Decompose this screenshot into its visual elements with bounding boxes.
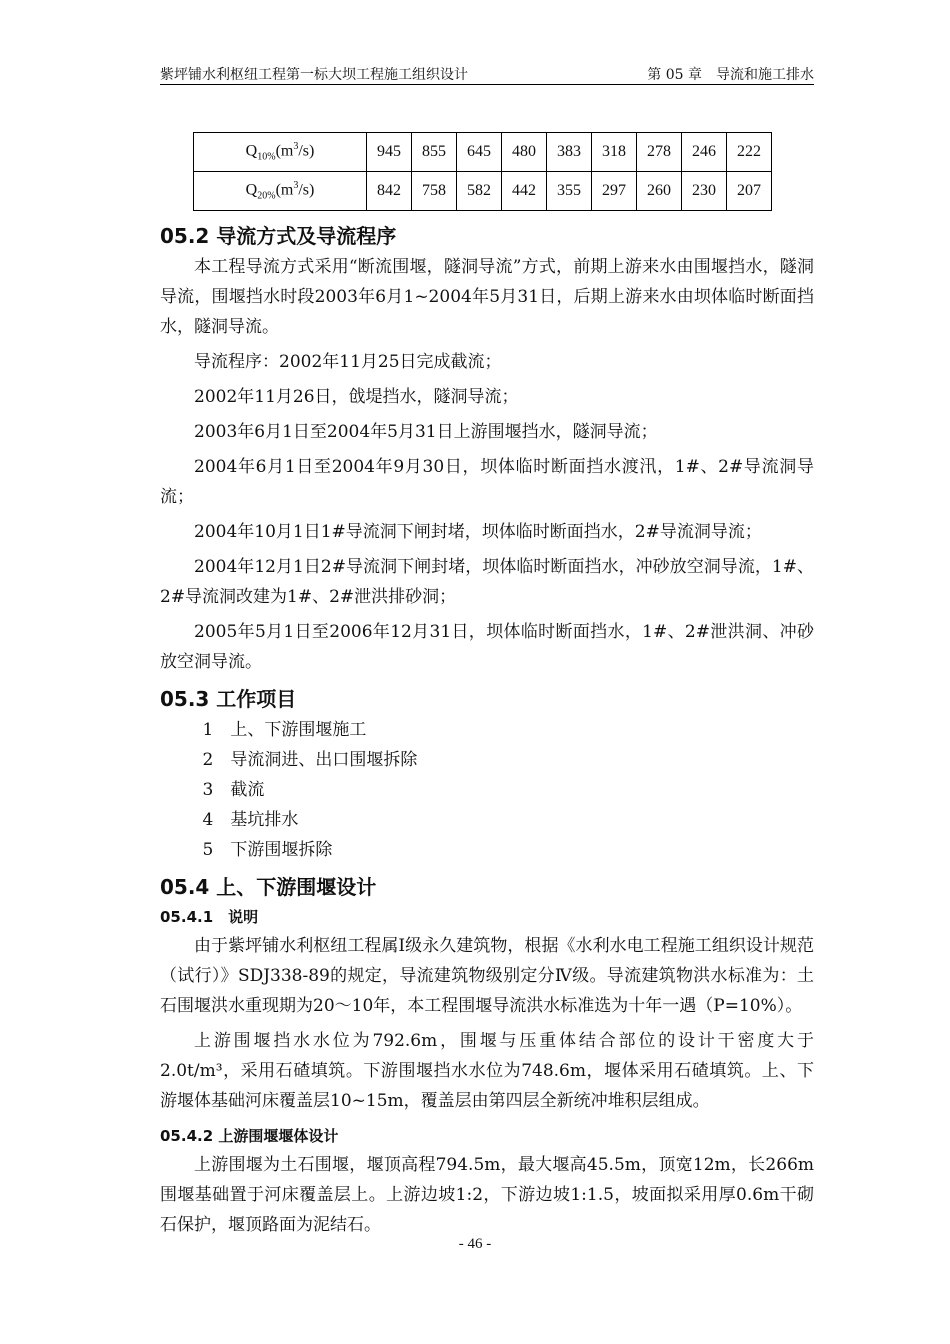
paragraph: 导流程序：2002年11月25日完成截流； — [194, 352, 502, 372]
table-cell: 260 — [637, 172, 682, 211]
table-cell: 355 — [547, 172, 592, 211]
table-cell: 758 — [412, 172, 457, 211]
table-cell: 855 — [412, 133, 457, 172]
table-cell: 480 — [502, 133, 547, 172]
table-cell: 207 — [727, 172, 772, 211]
row-label-q20: $Q_{20\%}(m^3/s)$ — [194, 172, 367, 211]
list-item: 1 上、下游围堰施工 — [202, 720, 367, 740]
page-header — [160, 62, 814, 85]
subsection-heading-05-4-2: 05.4.2 上游围堰堰体设计 — [160, 1127, 339, 1145]
table-cell: 318 — [592, 133, 637, 172]
list-item: 5 下游围堰拆除 — [202, 840, 333, 860]
table-cell: 383 — [547, 133, 592, 172]
paragraph: 2004年10月1日1#导流洞下闸封堵，坝体临时断面挡水，2#导流洞导流； — [194, 522, 762, 542]
paragraph: 2003年6月1日至2004年5月31日上游围堰挡水，隧洞导流； — [194, 422, 658, 442]
flow-table — [193, 132, 772, 211]
table-cell: 297 — [592, 172, 637, 211]
table-cell: 246 — [682, 133, 727, 172]
paragraph: 2005年5月1日至2006年12月31日，坝体临时断面挡水，1#、2#泄洪洞、冲砂放空洞导流。 — [160, 622, 814, 672]
table-row — [194, 172, 772, 211]
subsection-heading-05-4-1: 05.4.1 说明 — [160, 908, 259, 926]
table-cell: 842 — [367, 172, 412, 211]
header-chapter-title: 第 05 章 导流和施工排水 — [647, 67, 814, 83]
paragraph: 上游围堰为土石围堰，堰顶高程794.5m，最大堰高45.5m，顶宽12m，长266m围堰基础置于河床覆盖层上。上游边坡1:2，下游边坡1:1.5，坡面拟采用厚0.6m干砌石保护，堰顶路面为泥结石。 — [160, 1155, 814, 1235]
header-document-title: 紫坪铺水利枢纽工程第一标大坝工程施工组织设计 — [160, 67, 468, 83]
list-item: 3 截流 — [202, 780, 265, 800]
paragraph: 本工程导流方式采用“断流围堰，隧洞导流”方式，前期上游来水由围堰挡水，隧洞导流，围堰挡水时段2003年6月1~2004年5月31日，后期上游来水由坝体临时断面挡水，隧洞导流。 — [160, 257, 814, 337]
paragraph: 2004年12月1日2#导流洞下闸封堵，坝体临时断面挡水，冲砂放空洞导流，1#、2#导流洞改建为1#、2#泄洪排砂洞； — [160, 557, 814, 607]
table-row — [194, 133, 772, 172]
section-heading-05-4: 05.4 上、下游围堰设计 — [160, 875, 377, 899]
paragraph: 上游围堰挡水水位为792.6m，围堰与压重体结合部位的设计干密度大于2.0t/m³，采用石碴填筑。下游围堰挡水水位为748.6m，堰体采用石碴填筑。上、下游堰体基础河床覆盖层10~15m，覆盖层由第四层全新统冲堆积层组成。 — [160, 1031, 814, 1111]
section-heading-05-3: 05.3 工作项目 — [160, 687, 297, 711]
section-heading-05-2: 05.2 导流方式及导流程序 — [160, 224, 397, 248]
table-cell: 582 — [457, 172, 502, 211]
table-cell: 442 — [502, 172, 547, 211]
paragraph: 2002年11月26日，戗堤挡水，隧洞导流； — [194, 387, 519, 407]
table-cell: 230 — [682, 172, 727, 211]
row-label-q10: $Q_{10\%}(m^3/s)$ — [194, 133, 367, 172]
document-body — [160, 220, 814, 1240]
list-item: 2 导流洞进、出口围堰拆除 — [202, 750, 418, 770]
table-cell: 278 — [637, 133, 682, 172]
list-item: 4 基坑排水 — [202, 810, 299, 830]
paragraph: 2004年6月1日至2004年9月30日，坝体临时断面挡水渡汛，1#、2#导流洞导流； — [160, 457, 814, 507]
page-number: - 46 - — [458, 1236, 492, 1252]
table-cell: 945 — [367, 133, 412, 172]
paragraph: 由于紫坪铺水利枢纽工程属Ⅰ级永久建筑物，根据《水利水电工程施工组织设计规范（试行）》SDJ338-89的规定，导流建筑物级别定分Ⅳ级。导流建筑物洪水标准为：土石围堰洪水重现期为20～10年，本工程围堰导流洪水标准选为十年一遇（P=10%）。 — [160, 936, 814, 1016]
table-cell: 222 — [727, 133, 772, 172]
table-cell: 645 — [457, 133, 502, 172]
